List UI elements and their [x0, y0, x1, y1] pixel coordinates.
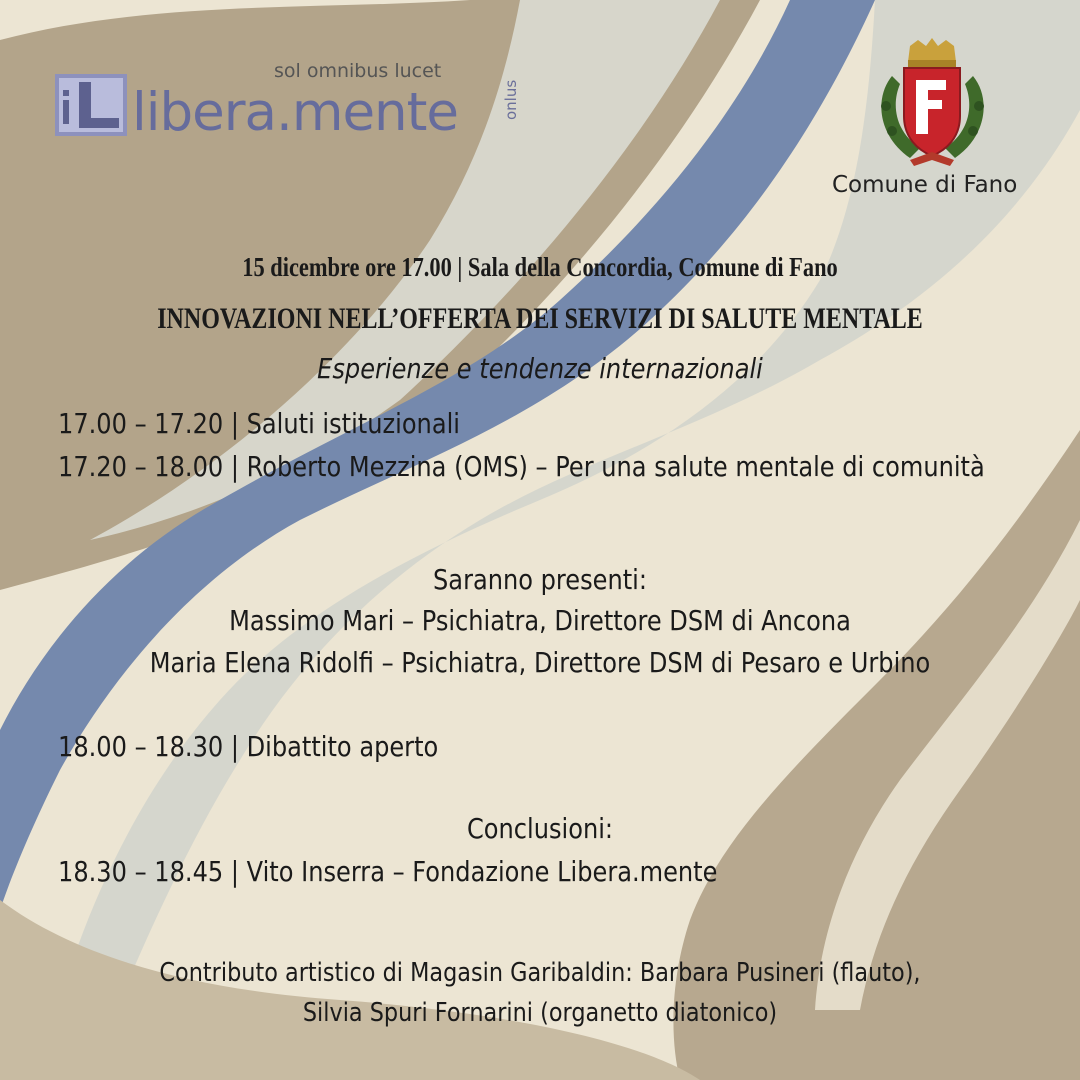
- municipality-name: Comune di Fano: [832, 172, 1018, 198]
- conclusions-item: 18.30 – 18.45 | Vito Inserra – Fondazione Libera.mente: [58, 855, 718, 888]
- program-item: 17.00 – 17.20 | Saluti istituzionali: [58, 407, 460, 440]
- logo-motto: sol omnibus lucet: [274, 60, 442, 82]
- event-date-place: 15 dicembre ore 17.00 | Sala della Concordia, Comune di Fano: [242, 252, 838, 282]
- coat-of-arms-icon: [870, 36, 995, 171]
- program-item: 17.20 – 18.00 | Roberto Mezzina (OMS) – Per una salute mentale di comunità: [58, 450, 985, 483]
- logo-mark-icon: [55, 74, 127, 136]
- presenter-item: Maria Elena Ridolfi – Psichiatra, Direttore DSM di Pesaro e Urbino: [149, 646, 931, 679]
- logo-name: libera.mente: [132, 82, 459, 143]
- artistic-line: Contributo artistico di Magasin Garibaldin: Barbara Pusineri (flauto),: [159, 958, 921, 988]
- event-subtitle: Esperienze e tendenze internazionali: [317, 352, 763, 385]
- conclusions-heading: Conclusioni:: [466, 812, 614, 845]
- presents-heading: Saranno presenti:: [433, 563, 647, 596]
- presenter-item: Massimo Mari – Psichiatra, Direttore DSM di Ancona: [229, 604, 851, 637]
- debate-item: 18.00 – 18.30 | Dibattito aperto: [58, 730, 439, 763]
- logo-suffix: onlus: [502, 79, 520, 120]
- libera-mente-logo: [52, 60, 542, 150]
- event-title: INNOVAZIONI NELL’OFFERTA DEI SERVIZI DI SALUTE MENTALE: [157, 302, 923, 335]
- artistic-line: Silvia Spuri Fornarini (organetto diatonico): [302, 998, 778, 1028]
